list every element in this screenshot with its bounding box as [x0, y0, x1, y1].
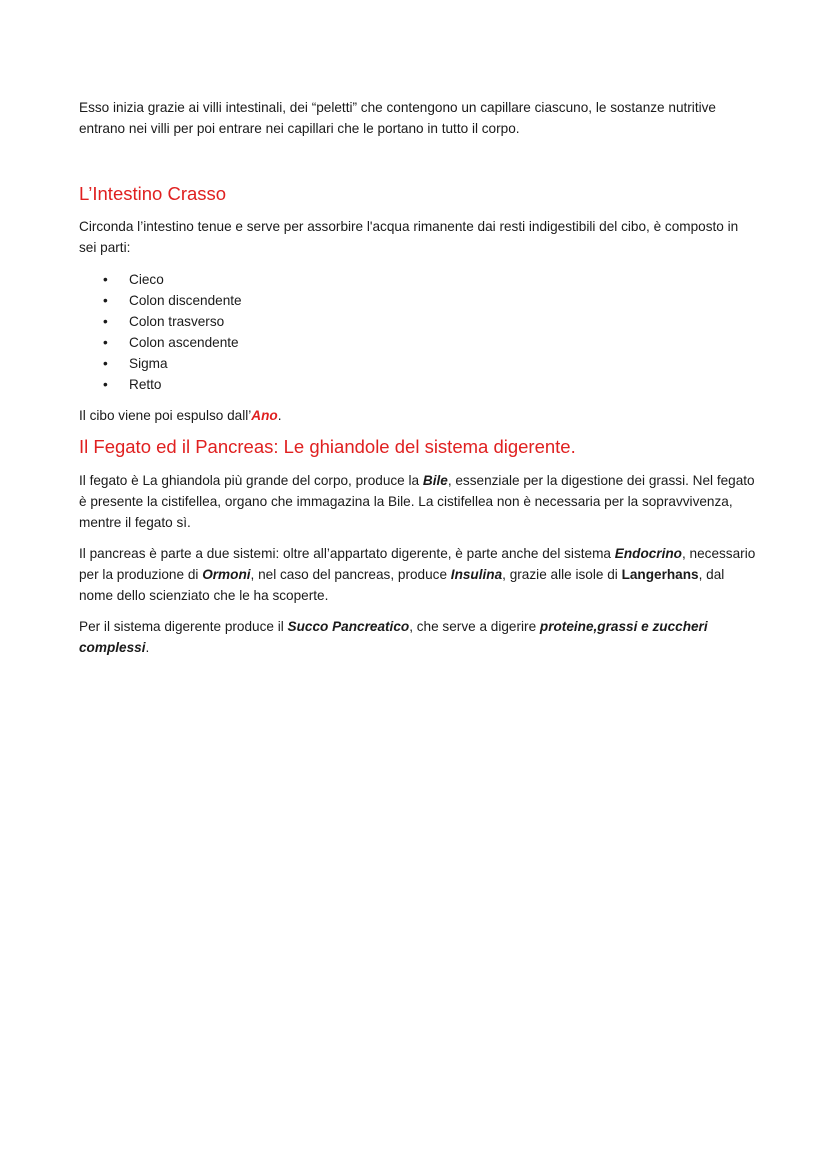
list-item — [79, 332, 758, 353]
text-run: , nel caso del pancreas, produce — [250, 567, 451, 582]
intro-paragraph: Esso inizia grazie ai villi intestinali, dei “peletti” che contengono un capillare ciascuno, le sostanze nutritive entrano nei villi per poi entrare nei capillari che le portano in tutto il corpo. — [79, 100, 716, 136]
term-ormoni: Ormoni — [202, 567, 251, 582]
term-succo-pancreatico: Succo Pancreatico — [287, 619, 410, 634]
list-item — [79, 311, 758, 332]
text-run: , necessario per la produzione di — [79, 546, 756, 582]
list-item — [79, 353, 758, 374]
list-item-label: Colon discendente — [129, 293, 242, 308]
text-run: , che serve a digerire — [409, 619, 540, 634]
list-item — [79, 269, 758, 290]
bullet-icon: • — [103, 272, 108, 287]
crasso-paragraph: Circonda l’intestino tenue e serve per assorbire l'acqua rimanente dai resti indigestibili del cibo, è composto in sei parti: — [79, 219, 739, 255]
text-run: , essenziale per la digestione dei grassi. Nel fegato è presente la cistifellea, organo che immagazina la Bile. La cistifellea non è necessaria per la sopravvivenza, mentre il fegato sì. — [79, 473, 755, 530]
list-item — [79, 290, 758, 311]
list-item-label: Colon ascendente — [129, 335, 239, 350]
term-bile: Bile — [422, 473, 448, 488]
text-run: Per il sistema digerente produce il — [79, 619, 288, 634]
term-endocrino: Endocrino — [614, 546, 682, 561]
bullet-icon: • — [103, 377, 108, 392]
list-item-label: Colon trasverso — [129, 314, 225, 329]
list-item-label: Cieco — [129, 272, 164, 287]
bullet-icon: • — [103, 293, 108, 308]
text-run: , dal nome dello scienziato che le ha scoperte. — [79, 567, 725, 603]
list-item — [79, 374, 758, 395]
text-run: . — [277, 408, 282, 423]
text-run: Il cibo viene poi espulso dall’ — [79, 408, 252, 423]
term-langerhans: Langerhans — [621, 567, 699, 582]
bullet-icon: • — [103, 314, 108, 329]
list-item-label: Retto — [129, 377, 162, 392]
text-run: . — [145, 640, 150, 655]
list-item-label: Sigma — [129, 356, 168, 371]
text-run: Il pancreas è parte a due sistemi: oltre all’appartato digerente, è parte anche del sistema — [79, 546, 615, 561]
heading-fegato-pancreas: Il Fegato ed il Pancreas: Le ghiandole del sistema digerente. — [79, 436, 576, 457]
bullet-icon: • — [103, 335, 108, 350]
term-ano: Ano — [251, 408, 278, 423]
fegato-paragraph-3 — [79, 616, 758, 658]
fegato-paragraph-1 — [79, 470, 758, 533]
crasso-closing — [79, 405, 758, 426]
crasso-parts-list — [79, 269, 758, 395]
fegato-paragraph-2 — [79, 543, 758, 606]
heading-intestino-crasso: L’Intestino Crasso — [79, 183, 227, 204]
term-insulina: Insulina — [450, 567, 503, 582]
bullet-icon: • — [103, 356, 108, 371]
term-nutrienti: proteine,grassi e zuccheri complessi — [79, 619, 708, 655]
text-run: Il fegato è La ghiandola più grande del corpo, produce la — [79, 473, 423, 488]
text-run: , grazie alle isole di — [502, 567, 622, 582]
